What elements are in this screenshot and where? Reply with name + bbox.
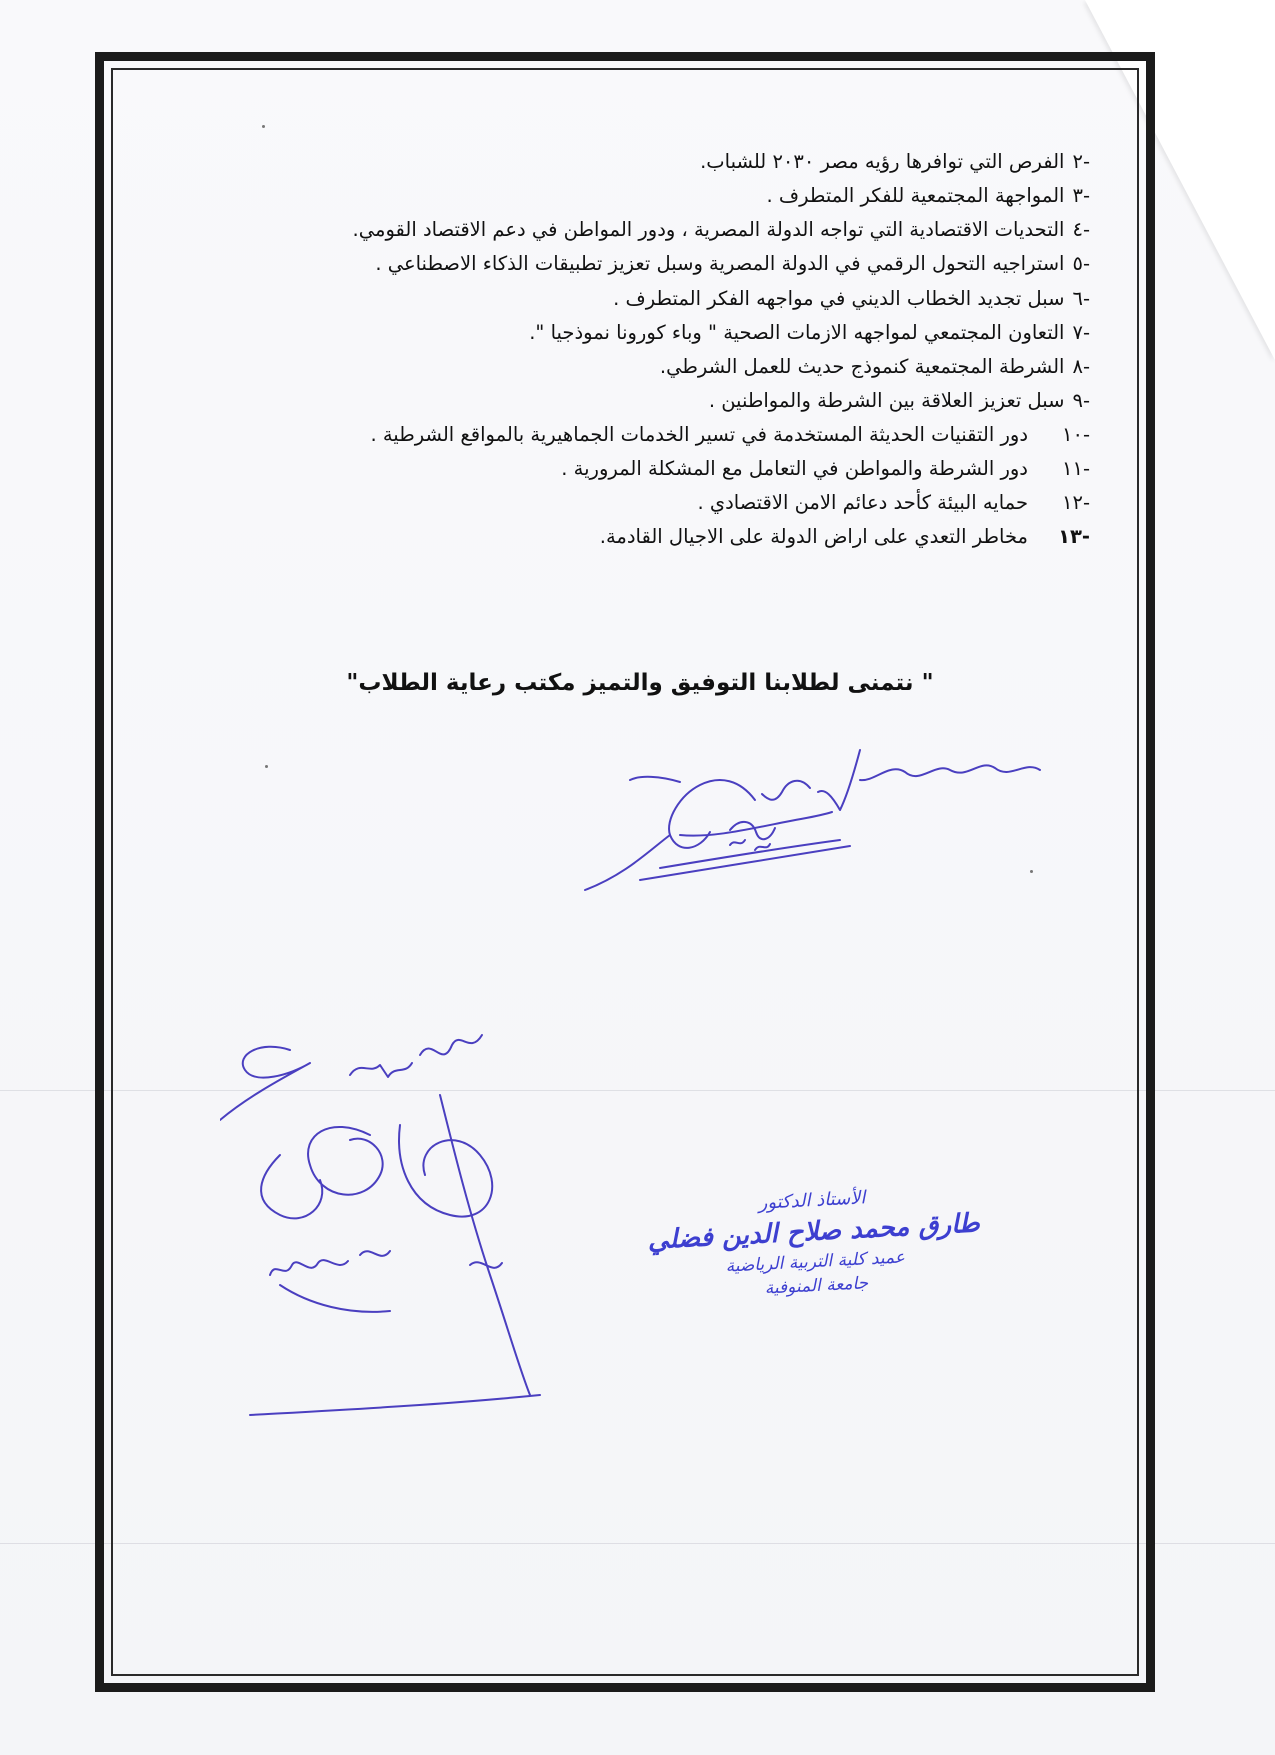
list-item — [230, 316, 1090, 350]
list-item — [230, 213, 1090, 247]
topics-list — [230, 145, 1090, 555]
list-item — [230, 520, 1090, 554]
list-item — [230, 282, 1090, 316]
handwritten-signature-top — [570, 740, 1050, 910]
stamp-position: عميد كلية التربية الرياضية — [725, 1247, 906, 1277]
item-number: -١٣ — [1058, 525, 1090, 549]
stamp-university: جامعة المنوفية — [764, 1273, 869, 1299]
item-number: -٦ — [1072, 286, 1090, 310]
stamp-name: طارق محمد صلاح الدين فضلي — [646, 1208, 981, 1256]
list-item — [230, 486, 1090, 520]
stamp-title: الأستاذ الدكتور — [758, 1187, 866, 1214]
item-text: دور الشرطة والمواطن في التعامل مع المشكلة المرورية . — [561, 457, 1028, 481]
item-text: الشرطة المجتمعية كنموذج حديث للعمل الشرطي. — [659, 354, 1065, 378]
item-text: سبل تجديد الخطاب الديني في مواجهه الفكر المتطرف . — [613, 286, 1065, 310]
item-text: التحديات الاقتصادية التي تواجه الدولة المصرية ، ودور المواطن في دعم الاقتصاد القومي. — [352, 218, 1065, 242]
item-number: -٤ — [1072, 218, 1090, 242]
list-item — [230, 247, 1090, 281]
list-item — [230, 418, 1090, 452]
item-text: دور التقنيات الحديثة المستخدمة في تسير الخدمات الجماهيرية بالمواقع الشرطية . — [370, 423, 1028, 446]
item-number: -٧ — [1072, 320, 1090, 344]
item-text: المواجهة المجتمعية للفكر المتطرف . — [766, 184, 1065, 208]
item-number: -١١ — [1062, 457, 1090, 481]
handwritten-signature-bottom — [220, 1015, 620, 1435]
item-number: -١٠ — [1062, 423, 1090, 446]
scan-speck — [265, 765, 268, 768]
item-text: سبل تعزيز العلاقة بين الشرطة والمواطنين . — [708, 388, 1065, 412]
item-text: مخاطر التعدي على اراض الدولة على الاجيال القادمة. — [599, 525, 1028, 549]
list-item — [230, 179, 1090, 213]
list-item — [230, 350, 1090, 384]
item-number: -٢ — [1072, 150, 1090, 173]
item-number: -٣ — [1072, 184, 1090, 208]
list-item — [230, 384, 1090, 418]
official-stamp — [617, 1178, 1014, 1338]
item-text: استراجيه التحول الرقمي في الدولة المصرية وسبل تعزيز تطبيقات الذكاء الاصطناعي . — [375, 252, 1065, 276]
list-item — [230, 145, 1090, 179]
item-text: الفرص التي توافرها رؤيه مصر ٢٠٣٠ للشباب. — [700, 150, 1065, 173]
item-number: -٩ — [1072, 388, 1090, 412]
item-text: حمايه البيئة كأحد دعائم الامن الاقتصادي . — [697, 491, 1028, 515]
item-text: التعاون المجتمعي لمواجهه الازمات الصحية " وباء كورونا نموذجيا ". — [529, 320, 1065, 344]
item-number: -٨ — [1072, 354, 1090, 378]
scan-speck — [262, 125, 265, 128]
list-item — [230, 452, 1090, 486]
item-number: -٥ — [1072, 252, 1090, 276]
closing-message: " نتمنى لطلابنا التوفيق والتميز مكتب رعاية الطلاب" — [346, 670, 934, 696]
item-number: -١٢ — [1062, 491, 1090, 515]
